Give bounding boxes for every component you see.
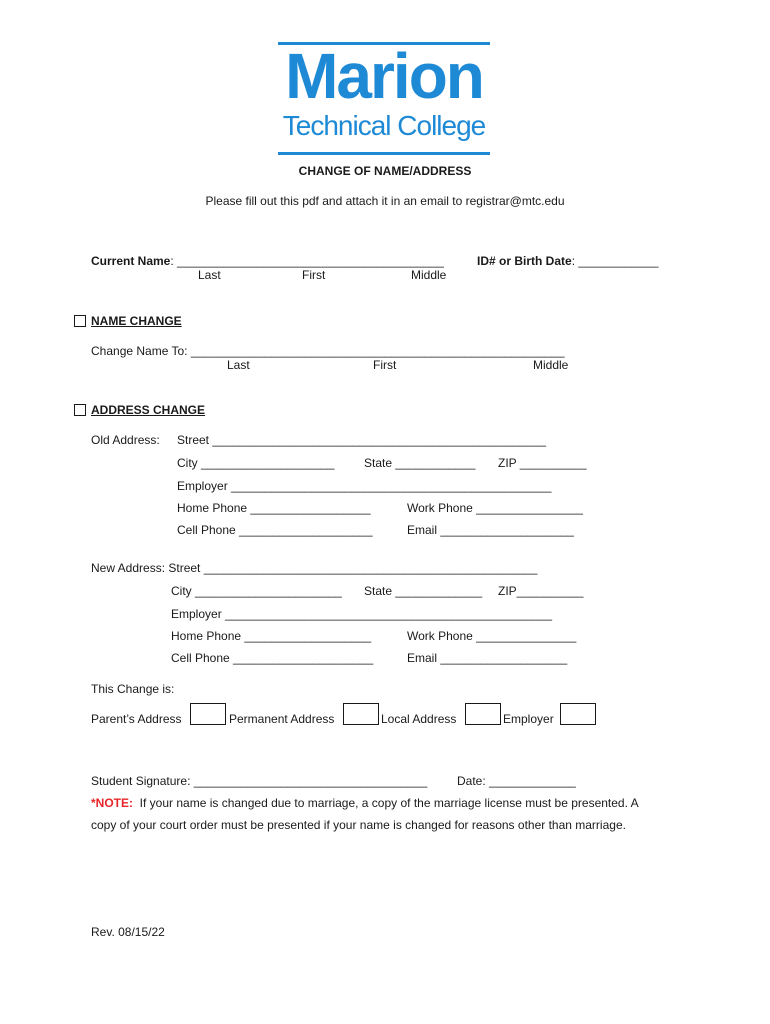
new-zip-field[interactable]: ZIP__________ bbox=[498, 584, 584, 598]
option-local-address-label: Local Address bbox=[381, 712, 457, 726]
new-work-phone-field[interactable]: Work Phone _______________ bbox=[407, 629, 577, 643]
form-title: CHANGE OF NAME/ADDRESS bbox=[298, 164, 472, 178]
current-name-middle-caption: Middle bbox=[411, 268, 447, 282]
current-name-first-caption: First bbox=[302, 268, 326, 282]
old-zip-field[interactable]: ZIP __________ bbox=[498, 456, 587, 470]
id-birthdate-label: ID# or Birth Date bbox=[477, 254, 572, 268]
instructions: Please fill out this pdf and attach it in an email to registrar@mtc.edu bbox=[205, 194, 565, 208]
old-employer-field[interactable]: Employer ________________________________________________ bbox=[177, 479, 552, 493]
address-change-checkbox[interactable] bbox=[74, 404, 86, 416]
change-name-to-field[interactable]: Change Name To: ________________________________________________________ bbox=[91, 344, 565, 358]
logo-wordmark: Marion bbox=[285, 40, 483, 112]
new-cell-phone-field[interactable]: Cell Phone _____________________ bbox=[171, 651, 374, 665]
option-parents-address-label: Parent’s Address bbox=[91, 712, 182, 726]
option-employer-box[interactable] bbox=[560, 703, 596, 725]
new-city-field[interactable]: City ______________________ bbox=[171, 584, 342, 598]
new-state-field[interactable]: State _____________ bbox=[364, 584, 483, 598]
new-name-middle-caption: Middle bbox=[533, 358, 569, 372]
new-home-phone-field[interactable]: Home Phone ___________________ bbox=[171, 629, 372, 643]
new-employer-field[interactable]: Employer _________________________________________________ bbox=[171, 607, 553, 621]
old-email-field[interactable]: Email ____________________ bbox=[407, 523, 574, 537]
option-parents-address-box[interactable] bbox=[190, 703, 226, 725]
old-street-field[interactable]: Street __________________________________________________ bbox=[177, 433, 547, 447]
new-email-field[interactable]: Email ___________________ bbox=[407, 651, 568, 665]
note-line-2: copy of your court order must be presented if your name is changed for reasons other than marriage. bbox=[91, 818, 626, 832]
logo-subtitle: Technical College bbox=[282, 110, 486, 141]
old-city-field[interactable]: City ____________________ bbox=[177, 456, 335, 470]
this-change-label: This Change is: bbox=[91, 682, 175, 696]
old-work-phone-field[interactable]: Work Phone ________________ bbox=[407, 501, 583, 515]
address-change-heading: ADDRESS CHANGE bbox=[91, 403, 206, 417]
logo-bottom-rule bbox=[278, 152, 490, 155]
note-line-1: If your name is changed due to marriage, a copy of the marriage license must be presented. A bbox=[139, 796, 639, 810]
revision-date: Rev. 08/15/22 bbox=[91, 925, 165, 939]
current-name-label: Current Name bbox=[91, 254, 171, 268]
name-change-heading: NAME CHANGE bbox=[91, 314, 182, 328]
student-signature-field[interactable]: Student Signature: ___________________________________ bbox=[91, 774, 428, 788]
current-name-line: : ________________________________________ bbox=[170, 254, 444, 268]
new-street-field[interactable]: New Address: Street __________________________________________________ bbox=[91, 561, 538, 575]
note-prefix: *NOTE: bbox=[91, 796, 133, 810]
old-cell-phone-field[interactable]: Cell Phone ____________________ bbox=[177, 523, 373, 537]
signature-date-field[interactable]: Date: _____________ bbox=[457, 774, 576, 788]
option-employer-label: Employer bbox=[503, 712, 554, 726]
name-change-checkbox[interactable] bbox=[74, 315, 86, 327]
option-permanent-address-label: Permanent Address bbox=[229, 712, 335, 726]
option-permanent-address-box[interactable] bbox=[343, 703, 379, 725]
old-state-field[interactable]: State ____________ bbox=[364, 456, 476, 470]
note-paragraph bbox=[91, 796, 639, 810]
current-name-last-caption: Last bbox=[198, 268, 221, 282]
id-birthdate-line: : ____________ bbox=[571, 254, 659, 268]
option-local-address-box[interactable] bbox=[465, 703, 501, 725]
id-birthdate-field[interactable] bbox=[477, 254, 658, 268]
old-home-phone-field[interactable]: Home Phone __________________ bbox=[177, 501, 371, 515]
current-name-field[interactable] bbox=[91, 254, 444, 268]
new-name-first-caption: First bbox=[373, 358, 397, 372]
old-address-label: Old Address: bbox=[91, 433, 160, 447]
new-name-last-caption: Last bbox=[227, 358, 250, 372]
